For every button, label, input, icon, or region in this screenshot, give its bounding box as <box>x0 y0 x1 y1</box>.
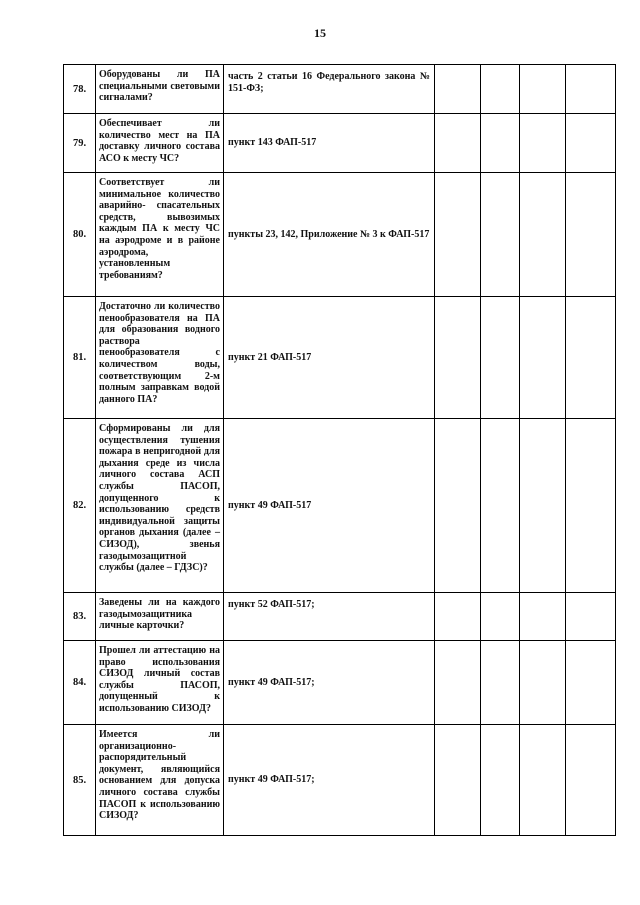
answer-cell-no[interactable] <box>481 114 520 173</box>
notes-cell[interactable] <box>566 297 616 419</box>
answer-cell-yes[interactable] <box>435 419 481 593</box>
answer-cell-na[interactable] <box>520 641 566 725</box>
answer-cell-yes[interactable] <box>435 114 481 173</box>
answer-cell-na[interactable] <box>520 173 566 297</box>
answer-cell-yes[interactable] <box>435 65 481 114</box>
row-number: 81. <box>64 297 96 419</box>
table-row <box>64 641 616 725</box>
question-text: Имеется ли организационно-распорядительный документ, являющийся основанием для допуска личного состава службы ПАСОП к использованию СИЗОД? <box>99 729 220 822</box>
reference-text: пункты 23, 142, Приложение № 3 к ФАП-517 <box>228 228 430 240</box>
table-row <box>64 114 616 173</box>
row-number: 85. <box>64 725 96 836</box>
answer-cell-na[interactable] <box>520 297 566 419</box>
reference-text: пункт 21 ФАП-517 <box>228 351 312 363</box>
row-number: 83. <box>64 593 96 641</box>
question-text: Заведены ли на каждого газодымозащитника личные карточки? <box>99 597 220 632</box>
answer-cell-yes[interactable] <box>435 173 481 297</box>
question-text: Достаточно ли количество пенообразователя на ПА для образования водного раствора пенообразователя с количеством воды, соответствующим 2-м полным заправкам водой данного ПА? <box>99 301 220 405</box>
table-row <box>64 725 616 836</box>
row-number: 84. <box>64 641 96 725</box>
notes-cell[interactable] <box>566 65 616 114</box>
row-number: 80. <box>64 173 96 297</box>
reference-text: пункт 49 ФАП-517 <box>228 499 312 511</box>
notes-cell[interactable] <box>566 419 616 593</box>
answer-cell-no[interactable] <box>481 173 520 297</box>
page-number: 15 <box>314 26 326 40</box>
reference-text: пункт 143 ФАП-517 <box>228 137 317 149</box>
answer-cell-no[interactable] <box>481 65 520 114</box>
table-row <box>64 297 616 419</box>
table-row <box>64 593 616 641</box>
answer-cell-na[interactable] <box>520 65 566 114</box>
row-number: 82. <box>64 419 96 593</box>
answer-cell-no[interactable] <box>481 593 520 641</box>
answer-cell-no[interactable] <box>481 297 520 419</box>
question-text: Оборудованы ли ПА специальными световыми сигналами? <box>99 69 220 104</box>
reference-text: пункт 49 ФАП-517; <box>228 676 315 688</box>
question-text: Соответствует ли минимальное количество аварийно- спасательных средств, вывозимых каждым ПА к месту ЧС на аэродроме и в районе аэродрома, установленным требованиям? <box>99 177 220 281</box>
answer-cell-na[interactable] <box>520 419 566 593</box>
row-number: 79. <box>64 114 96 173</box>
answer-cell-na[interactable] <box>520 593 566 641</box>
table-row <box>64 65 616 114</box>
question-text: Обеспечивает ли количество мест на ПА доставку личного состава АСО к месту ЧС? <box>99 118 220 164</box>
row-number: 78. <box>64 65 96 114</box>
answer-cell-na[interactable] <box>520 114 566 173</box>
checklist-table <box>63 64 616 836</box>
reference-text: пункт 52 ФАП-517; <box>228 599 315 610</box>
answer-cell-yes[interactable] <box>435 297 481 419</box>
question-text: Прошел ли аттестацию на право использования СИЗОД личный состав службы ПАСОП, допущенный к использованию СИЗОД? <box>99 645 220 714</box>
answer-cell-no[interactable] <box>481 419 520 593</box>
notes-cell[interactable] <box>566 173 616 297</box>
answer-cell-yes[interactable] <box>435 593 481 641</box>
reference-text: пункт 49 ФАП-517; <box>228 774 315 786</box>
table-row <box>64 173 616 297</box>
question-text: Сформированы ли для осуществления тушения пожара в непригодной для дыхания среде из числа личного состава АСП службы ПАСОП, допущенного к использованию средств индивидуальной защиты органов дыхания (далее – СИЗОД), звенья газодымозащитной службы (далее – ГДЗС)? <box>99 423 220 574</box>
notes-cell[interactable] <box>566 641 616 725</box>
answer-cell-yes[interactable] <box>435 641 481 725</box>
answer-cell-no[interactable] <box>481 725 520 836</box>
answer-cell-na[interactable] <box>520 725 566 836</box>
notes-cell[interactable] <box>566 725 616 836</box>
answer-cell-no[interactable] <box>481 641 520 725</box>
notes-cell[interactable] <box>566 114 616 173</box>
answer-cell-yes[interactable] <box>435 725 481 836</box>
table-row <box>64 419 616 593</box>
reference-text: часть 2 статьи 16 Федерального закона № 151-ФЗ; <box>228 71 430 94</box>
notes-cell[interactable] <box>566 593 616 641</box>
